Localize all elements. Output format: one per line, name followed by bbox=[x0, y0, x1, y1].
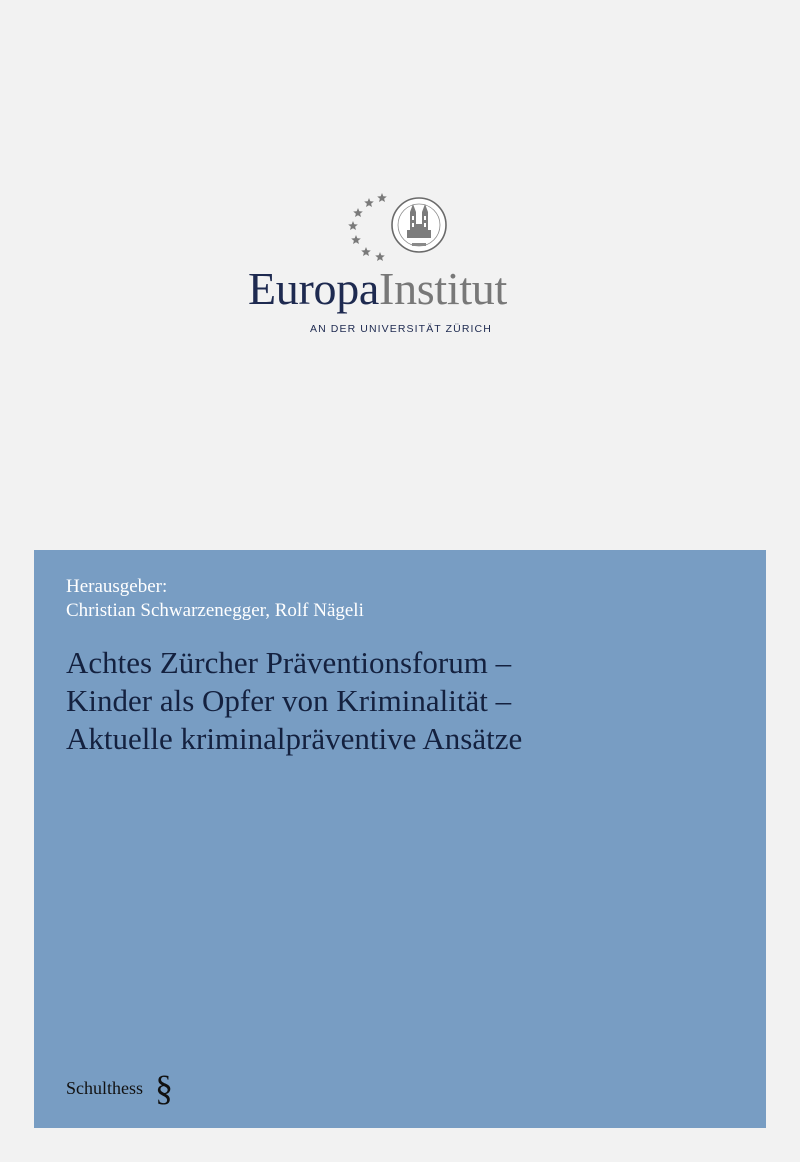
title-line-1: Achtes Zürcher Präventionsforum – bbox=[66, 645, 512, 680]
editors-names: Christian Schwarzenegger, Rolf Nägeli bbox=[66, 600, 364, 621]
cover-panel bbox=[34, 550, 766, 1128]
editors-label: Herausgeber: bbox=[66, 576, 168, 597]
logo-tagline: AN DER UNIVERSITÄT ZÜRICH bbox=[310, 323, 492, 335]
university-seal-icon bbox=[342, 190, 452, 265]
publisher-name: Schulthess bbox=[66, 1077, 144, 1098]
star-arc-icon bbox=[348, 193, 387, 261]
logo-word-europa: Europa bbox=[248, 263, 380, 314]
logo-word-institut: Institut bbox=[379, 263, 507, 314]
paragraph-icon: § bbox=[155, 1068, 174, 1108]
logo-block bbox=[0, 0, 800, 340]
logo-seal bbox=[342, 190, 452, 265]
title-line-2: Kinder als Opfer von Kriminalität – bbox=[66, 683, 512, 718]
logo-wordmark bbox=[248, 262, 507, 316]
book-title bbox=[66, 644, 746, 758]
publisher bbox=[66, 1068, 173, 1108]
title-line-3: Aktuelle kriminalpräventive Ansätze bbox=[66, 721, 523, 756]
